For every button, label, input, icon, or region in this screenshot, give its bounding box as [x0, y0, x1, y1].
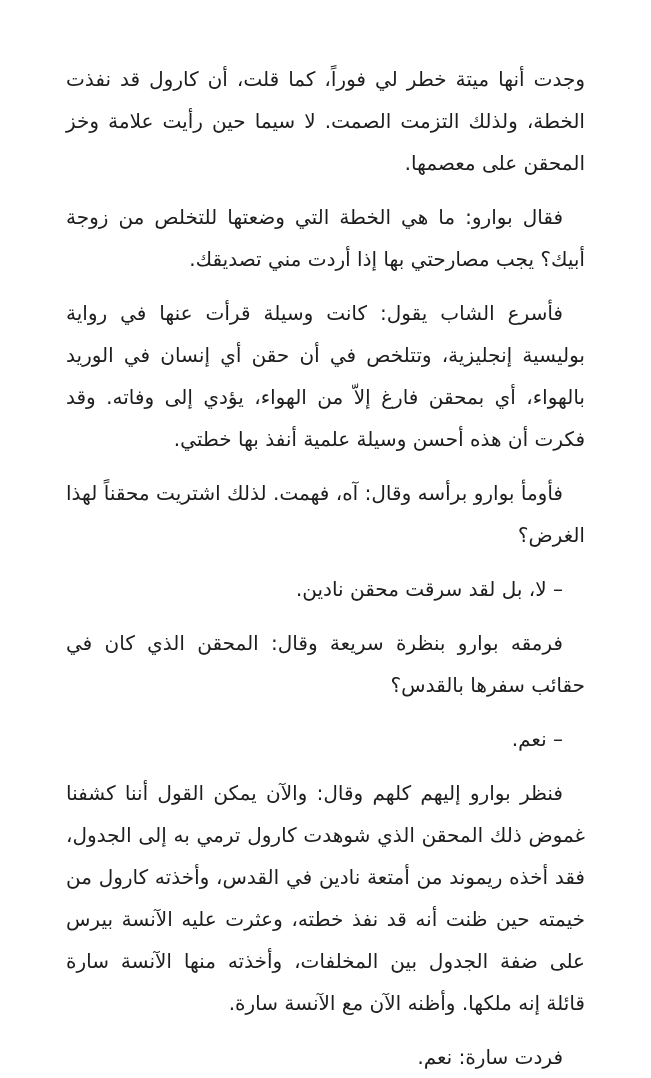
paragraph-1: وجدت أنها ميتة خطر لي فوراً، كما قلت، أن كارول قد نفذت الخطة، ولذلك التزمت الصمت. لا سيما حين رأيت علامة وخز المحقن على معصمها.	[66, 67, 585, 175]
dialogue-line-1: – لا، بل لقد سرقت محقن نادين.	[295, 577, 563, 601]
paragraph-7: فردت سارة: نعم.	[417, 1045, 563, 1069]
paragraph-5: فرمقه بوارو بنظرة سريعة وقال: المحقن الذي كان في حقائب سفرها بالقدس؟	[66, 631, 585, 697]
paragraph-6: فنظر بوارو إليهم كلهم وقال: والآن يمكن القول أننا كشفنا غموض ذلك المحقن الذي شوهدت كارول ترمي به إلى الجدول، فقد أخذه ريموند من أمتعة نادين في القدس، وأخذته كارول من خيمته حين ظنت أنه قد نفذ خطته، وعثرت عليه الآنسة بيرس على ضفة الجدول بين المخلفات، وأخذته منها الآنسة سارة قائلة إنه ملكها. وأظنه الآن مع الآنسة سارة.	[66, 781, 585, 1015]
paragraph-3: فأسرع الشاب يقول: كانت وسيلة قرأت عنها في رواية بوليسية إنجليزية، وتتلخص في أن حقن أي إنسان في الوريد بالهواء، أي بمحقن فارغ إلاّ من الهواء، يؤدي إلى وفاته. وقد فكرت أن هذه أحسن وسيلة علمية أنفذ بها خطتي.	[66, 301, 585, 451]
dialogue-line-2: – نعم.	[511, 727, 563, 751]
paragraph-2: فقال بوارو: ما هي الخطة التي وضعتها للتخلص من زوجة أبيك؟ يجب مصارحتي بها إذا أردت مني تصديقك.	[66, 205, 585, 271]
paragraph-4: فأومأ بوارو برأسه وقال: آه، فهمت. لذلك اشتريت محقناً لهذا الغرض؟	[66, 481, 585, 547]
